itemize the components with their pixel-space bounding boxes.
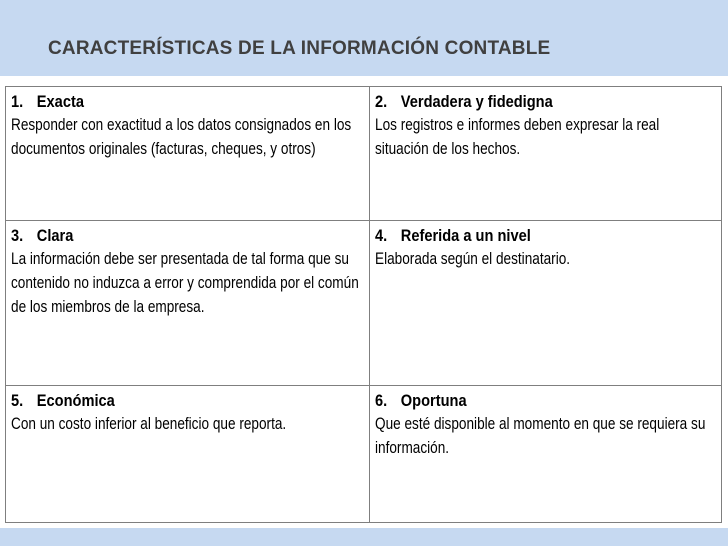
characteristic-number: 5. <box>11 391 24 410</box>
characteristic-name: Verdadera y fidedigna <box>400 92 553 111</box>
characteristics-table <box>5 86 722 523</box>
characteristic-description: Con un costo inferior al beneficio que reporta. <box>11 414 287 433</box>
characteristic-description: Los registros e informes deben expresar la real situación de los hechos. <box>375 115 660 158</box>
characteristic-cell-1 <box>6 87 370 221</box>
characteristic-heading <box>375 91 668 113</box>
slide-footer-band <box>0 528 728 546</box>
characteristic-cell-3 <box>6 221 370 386</box>
characteristic-description: Responder con exactitud a los datos consignados en los documentos originales (facturas, cheques, y otros) <box>11 115 352 158</box>
table-row <box>6 87 722 221</box>
characteristic-cell-6 <box>370 386 722 523</box>
characteristic-name: Exacta <box>36 92 84 111</box>
slide-title: CARACTERÍSTICAS DE LA INFORMACIÓN CONTABLE <box>48 38 551 59</box>
characteristic-heading <box>11 225 315 247</box>
characteristic-description: La información debe ser presentada de tal forma que su contenido no induzca a error y comprendida por el común de los miembros de la empresa. <box>11 249 359 316</box>
characteristic-name: Clara <box>36 226 74 245</box>
characteristic-name: Económica <box>36 391 115 410</box>
characteristic-heading <box>11 390 315 412</box>
table-row <box>6 221 722 386</box>
characteristic-description: Elaborada según el destinatario. <box>375 249 571 268</box>
characteristic-name: Referida a un nivel <box>400 226 531 245</box>
table-row <box>6 386 722 523</box>
characteristic-heading <box>375 390 668 412</box>
characteristic-cell-4 <box>370 221 722 386</box>
slide-header <box>0 0 728 76</box>
characteristic-number: 1. <box>11 92 24 111</box>
characteristic-name: Oportuna <box>400 391 467 410</box>
characteristic-cell-2 <box>370 87 722 221</box>
characteristic-number: 2. <box>375 92 388 111</box>
characteristic-heading <box>11 91 315 113</box>
characteristic-number: 3. <box>11 226 24 245</box>
characteristic-cell-5 <box>6 386 370 523</box>
characteristic-heading <box>375 225 668 247</box>
characteristic-description: Que esté disponible al momento en que se requiera su información. <box>375 414 706 457</box>
characteristic-number: 6. <box>375 391 388 410</box>
characteristic-number: 4. <box>375 226 388 245</box>
